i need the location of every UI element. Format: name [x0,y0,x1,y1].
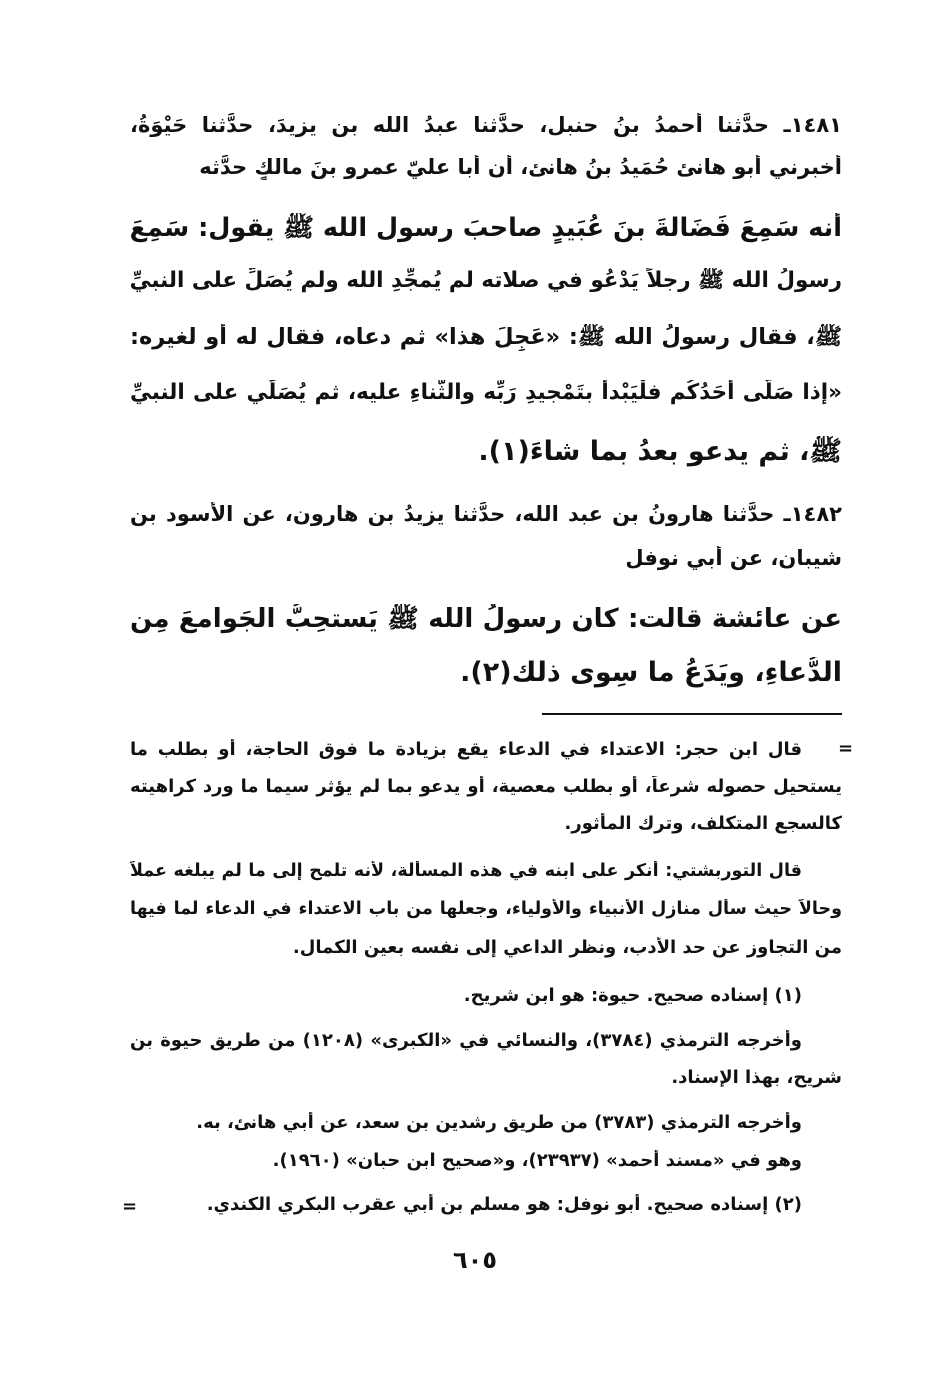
footnote-para2-line-1: قال التوربشتي: أنكر على ابنه في هذه المسألة، لأنه تلمح إلى ما لم يبلغه عملاً [130,861,802,881]
footnote-para2-line-2: وحالاً حيث سأل منازل الأنبياء والأولياء، وجعلها من باب الاعتداء في الدعاء لما فيها [130,899,842,919]
hadith-1482-matn-line-1: عن عائشة قالت: كان رسولُ الله ﷺ يَستحِبُّ الجَوامعَ مِن [130,604,842,634]
footnote-separator [542,713,842,715]
footnote-1-line-4: وأخرجه الترمذي (٣٧٨٣) من طريق رشدين بن سعد، عن أبي هانئ، به. [196,1112,802,1133]
footnote-1-para-line-1: وأخرجه الترمذي (٣٧٨٤)، والنسائي في «الكبرى» (١٢٠٨) من طريق حيوة بن [130,1030,802,1051]
hadith-1481-isnad-line-2: أخبرني أبو هانئ حُمَيدُ بنُ هانئ، أن أبا عليّ عمرو بنَ مالكٍ حدَّثه [199,155,842,179]
hadith-1481-isnad-line-1: ١٤٨١ـ حدَّثنا أحمدُ بنُ حنبل، حدَّثنا عبدُ الله بن يزيدَ، حدَّثنا حَيْوَةُ، [130,113,842,137]
hadith-1482-isnad-line-1: ١٤٨٢ـ حدَّثنا هارونُ بن عبد الله، حدَّثنا يزيدُ بن هارون، عن الأسود بن [130,502,842,526]
continuation-mark-top: = [838,738,854,759]
page-number: ٦٠٥ [453,1246,497,1274]
footnote-1-line-5: وهو في «مسند أحمد» (٢٣٩٣٧)، و«صحيح ابن حبان» (١٩٦٠). [272,1150,802,1171]
footnote-para2-line-3: من التجاوز عن حد الأدب، ونظر الداعي إلى نفسه بعين الكمال. [292,937,842,958]
hadith-1482-matn-line-2: الدُّعاءِ، ويَدَعُ ما سِوى ذلك(٢). [460,657,842,688]
footnote-para1-line-2: يستحيل حصوله شرعاً، أو بطلب معصية، أو يدعو بما لم يؤثر سيما ما ورد كراهيته [130,776,842,797]
footnote-para1-line-1: قال ابن حجر: الاعتداء في الدعاء يقع بزيادة ما فوق الحاجة، أو بطلب ما [130,739,802,760]
continuation-mark-bottom: = [122,1196,138,1217]
hadith-1481-matn-line-4: «إذا صَلَّى أحَدُكُم فلْيَبْدأ بتَمْجيدِ رَبِّه والثَّناءِ عليه، ثم يُصَلِّي على النبيِّ [130,380,842,405]
hadith-1482-isnad-line-2: شيبان، عن أبي نوفل [625,546,842,570]
hadith-1481-matn-line-3: ﷺ، فقال رسولُ الله ﷺ: «عَجِلَ هذا» ثم دعاه، فقال له أو لغيره: [130,324,842,350]
hadith-1481-matn-line-1: أنه سَمِعَ فَضَالةَ بنَ عُبَيدٍ صاحبَ رسول الله ﷺ يقول: سَمِعَ [130,213,842,243]
hadith-1481-matn-line-5: ﷺ، ثم يدعو بعدُ بما شاءَ(١). [478,436,842,467]
footnote-2-line-1: (٢) إسناده صحيح. أبو نوفل: هو مسلم بن أبي عقرب البكري الكندي. [206,1194,802,1215]
footnote-para1-line-3: كالسجع المتكلف، وترك المأثور. [564,813,842,834]
hadith-1481-matn-line-2: رسولُ الله ﷺ رجلاً يَدْعُو في صلاته لم يُمجِّدِ الله ولم يُصَلِّ على النبيِّ [130,268,842,293]
footnote-1-para-line-2: شريح، بهذا الإسناد. [671,1067,842,1088]
footnote-1-line-1: (١) إسناده صحيح. حيوة: هو ابن شريح. [463,985,802,1006]
